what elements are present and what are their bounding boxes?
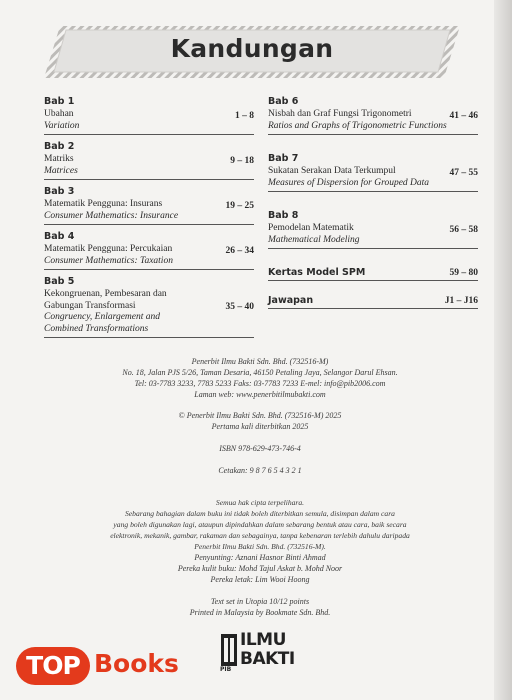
chapter-number: Bab 7 [268, 153, 299, 164]
chapter-title-en: Mathematical Modeling [268, 234, 360, 245]
publisher-name: Penerbit Ilmu Bakti Sdn. Bhd. (732516-M) [191, 357, 329, 366]
chapter-pages: 26 – 34 [225, 245, 254, 256]
chapter-title-ms: Ubahan [44, 109, 74, 119]
first-published: Pertama kali diterbitkan 2025 [211, 422, 309, 431]
toc-chapter-7[interactable] [268, 153, 478, 192]
chapter-title-ms: Pemodelan Matematik [268, 223, 354, 233]
copyright-block [60, 410, 460, 432]
printer-info: Printed in Malaysia by Bookmate Sdn. Bhd. [189, 608, 331, 617]
publisher-logo [220, 630, 295, 674]
isbn: ISBN 978-629-473-746-4 [219, 444, 301, 453]
rights-text: Sebarang bahagian dalam buku ini tidak boleh diterbitkan semula, disimpan dalam cara [125, 509, 395, 518]
chapter-pages: 35 – 40 [225, 302, 254, 312]
page-edge-shadow [494, 0, 512, 700]
print-info-block [60, 596, 460, 618]
answers-label: Jawapan [268, 295, 314, 306]
chapter-number: Bab 1 [44, 96, 75, 107]
toc-chapter-2[interactable] [44, 141, 254, 180]
editor-credit: Penyunting: Aznani Hasnor Binti Ahmad [194, 553, 326, 562]
publisher-web: Laman web: www.penerbitilmubakti.com [194, 390, 326, 399]
copyright-line: © Penerbit Ilmu Bakti Sdn. Bhd. (732516-M) 2025 [178, 411, 342, 420]
chapter-title-en: Consumer Mathematics: Taxation [44, 255, 173, 266]
toc-chapter-5[interactable] [44, 276, 254, 338]
chapter-number: Bab 8 [268, 210, 299, 221]
chapter-title-en: Ratios and Graphs of Trigonometric Functions [268, 120, 447, 131]
chapter-title-ms: Kekongruenan, Pembesaran dan [44, 289, 167, 299]
rights-block [60, 497, 460, 552]
chapter-title-en: Consumer Mathematics: Insurance [44, 210, 179, 221]
typeset-info: Text set in Utopia 10/12 points [210, 597, 310, 606]
toc-right-column [268, 96, 478, 315]
chapter-title-ms: Matematik Pengguna: Percukaian [44, 244, 173, 254]
toc-chapter-3[interactable] [44, 186, 254, 225]
chapter-number: Bab 2 [44, 141, 75, 152]
watermark-top: TOP [16, 647, 90, 685]
chapter-pages: 19 – 25 [225, 200, 254, 211]
logo-text-pib: PIB [220, 666, 232, 673]
topbooks-watermark [10, 643, 190, 693]
chapter-number: Bab 4 [44, 231, 75, 242]
watermark-books: Books [94, 649, 179, 678]
rights-text: Penerbit Ilmu Bakti Sdn. Bhd. (732516-M). [194, 542, 326, 551]
chapter-pages: 1 – 8 [235, 110, 254, 121]
credits-block [60, 552, 460, 585]
chapter-title-ms: Sukatan Serakan Data Terkumpul [268, 166, 396, 176]
chapter-pages: 47 – 55 [449, 167, 478, 178]
chapter-title-ms: Matematik Pengguna: Insurans [44, 199, 163, 209]
printing-line: Cetakan: 9 8 7 6 5 4 3 2 1 [218, 466, 302, 475]
chapter-title-en: Matrices [44, 165, 78, 176]
toc-answers[interactable] [268, 295, 478, 309]
logo-text-bakti: BAKTI [240, 649, 295, 669]
layout-designer-credit: Pereka letak: Lim Wooi Hoong [210, 575, 310, 584]
rights-text: elektronik, mekanik, gambar, rakaman dan sebagainya, tanpa kebenaran terlebih dahulu daripada [110, 531, 410, 540]
toc-model-paper[interactable] [268, 267, 478, 281]
chapter-title-ms: Matriks [44, 154, 74, 164]
rights-heading: Semua hak cipta terpelihara. [215, 498, 305, 507]
chapter-pages: 41 – 46 [449, 110, 478, 121]
publisher-address-block [60, 356, 460, 400]
model-paper-label: Kertas Model SPM [268, 267, 366, 278]
chapter-title-ms: Gabungan Transformasi [44, 300, 136, 311]
toc-chapter-1[interactable] [44, 96, 254, 135]
chapter-pages: 56 – 58 [449, 224, 478, 235]
heading-banner [42, 22, 462, 82]
model-paper-pages: 59 – 80 [449, 268, 478, 278]
chapter-number: Bab 3 [44, 186, 75, 197]
answers-pages: J1 – J16 [444, 296, 478, 306]
chapter-title-en: Variation [44, 120, 80, 131]
toc-chapter-4[interactable] [44, 231, 254, 270]
chapter-title-en: Measures of Dispersion for Grouped Data [268, 177, 430, 188]
chapter-title-ms: Nisbah dan Graf Fungsi Trigonometri [268, 109, 412, 119]
page-title: Kandungan [170, 34, 334, 63]
rights-text: yang boleh digunakan lagi, ataupun dipindahkan dalam sebarang bentuk atau cara, baik secara [113, 520, 407, 529]
logo-emblem-icon [220, 632, 238, 668]
toc-chapter-6[interactable] [268, 96, 478, 135]
toc-left-column [44, 96, 254, 344]
toc-chapter-8[interactable] [268, 210, 478, 249]
chapter-title-en: Combined Transformations [44, 323, 149, 334]
chapter-title-en: Congruency, Enlargement and [44, 312, 161, 322]
chapter-number: Bab 6 [268, 96, 299, 107]
cover-designer-credit: Pereka kulit buku: Mohd Tajul Askat b. Mohd Noor [177, 564, 343, 573]
logo-text-ilmu: ILMU [240, 630, 286, 650]
publisher-address: No. 18, Jalan PJS 5/26, Taman Desaria, 46150 Petaling Jaya, Selangor Darul Ehsan. [122, 368, 398, 377]
chapter-pages: 9 – 18 [230, 155, 254, 166]
publisher-contact: Tel: 03-7783 3233, 7783 5233 Faks: 03-7783 7233 E-mel: info@pib2006.com [134, 379, 386, 388]
chapter-number: Bab 5 [44, 276, 75, 287]
